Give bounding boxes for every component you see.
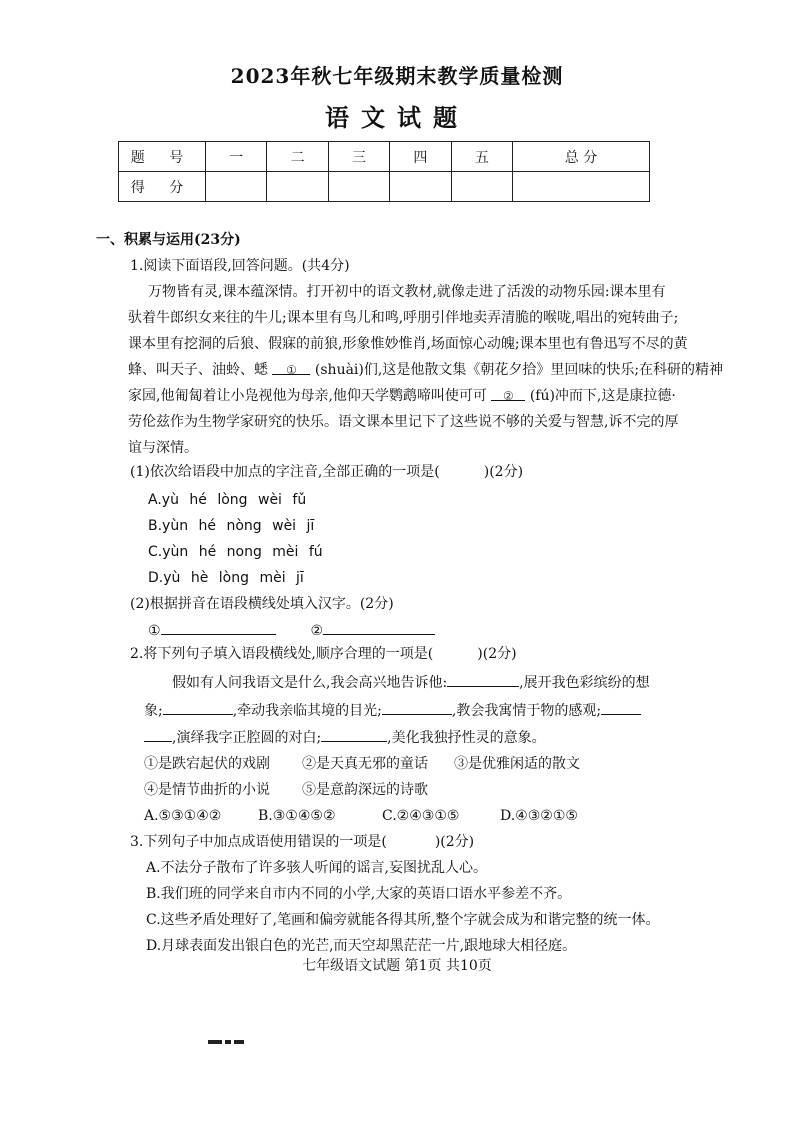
q2-blank-4-cont <box>144 727 172 742</box>
q2-choice-1: ①是跌宕起伏的戏剧 <box>144 756 270 772</box>
q2-blank-4[interactable] <box>601 700 641 715</box>
q2-stem-text: 2.将下列句子填入语段横线处,顺序合理的一项是( <box>130 646 434 662</box>
q2-points: )(2分) <box>477 646 517 662</box>
q2-passage-text-2: ,展开我色彩缤纷的想 <box>519 675 650 691</box>
q3-option-b: B.我们班的同学来自市内不同的小学,大家的英语口语水平参差不齐。 <box>146 886 572 902</box>
q1-blank-1[interactable] <box>272 360 310 375</box>
q1-sub1-option-c: C.yùn hé nong mèi fú <box>148 544 323 560</box>
score-input-5[interactable] <box>451 172 512 202</box>
scan-smudge <box>208 1031 248 1036</box>
score-cell-label: 题 号 <box>119 142 206 172</box>
q2-passage-text-6: ,演绎我字正腔圆的对白; <box>172 730 322 746</box>
q1-passage-line-4 <box>128 360 723 380</box>
exam-subtitle: 语文试题 <box>325 103 469 132</box>
q1-sub1-option-a: A.yù hé lòng wèi fǔ <box>148 492 307 508</box>
q2-passage-line-1 <box>172 672 650 693</box>
q1-sub1-option-d: D.yù hè lòng mèi jī <box>148 570 304 586</box>
score-cell-1: 一 <box>206 142 267 172</box>
q3-points: )(2分) <box>434 834 475 850</box>
q1-sub1-stem-text: (1)依次给语段中加点的字注音,全部正确的一项是( <box>130 464 440 480</box>
q1-stem: 1.阅读下面语段,回答问题。(共4分) <box>130 258 350 274</box>
q1-blank-2-number: ② <box>502 389 514 403</box>
q2-stem <box>130 644 517 664</box>
q2-option-d: D.④③②①⑤ <box>500 808 578 824</box>
q1-passage-line-7: 谊与深情。 <box>128 440 198 456</box>
q1-passage-line-5-a: 家园,他匍匐着让小凫视他为母亲,他仰天学鹦鹉啼叫使可可 <box>128 388 487 404</box>
q2-option-c: C.②④③①⑤ <box>382 808 460 824</box>
q1-blank-1-number: ① <box>286 363 297 377</box>
q2-blank-3[interactable] <box>382 700 452 715</box>
score-table-score-row <box>119 172 650 202</box>
score-input-2[interactable] <box>267 172 328 202</box>
q1-passage-line-5-b: (fú)冲而下,这是康拉德· <box>529 388 676 404</box>
q1-sub1-points: )(2分) <box>483 464 524 480</box>
q3-option-a: A.不法分子散布了许多骇人听闻的谣言,妄图扰乱人心。 <box>146 860 488 876</box>
q2-passage-text-3: 象; <box>144 703 163 719</box>
q2-choice-2: ②是天真无邪的童话 <box>302 756 428 772</box>
q2-choice-3: ③是优雅闲适的散文 <box>454 756 580 772</box>
q1-sub2-blank-2[interactable] <box>323 620 435 635</box>
q2-option-b: B.③①④⑤② <box>258 808 336 824</box>
score-input-1[interactable] <box>206 172 267 202</box>
q3-option-c: C.这些矛盾处理好了,笔画和偏旁就能各得其所,整个字就会成为和谐完整的统一体。 <box>146 912 660 928</box>
q2-choice-5: ⑤是意韵深远的诗歌 <box>302 782 428 798</box>
q2-passage-line-2 <box>144 700 641 721</box>
score-cell-5: 五 <box>451 142 512 172</box>
q1-passage-line-6: 劳伦兹作为生物学家研究的快乐。语文课本里记下了这些说不够的关爱与智慧,诉不完的厚 <box>128 414 679 430</box>
q1-passage-line-2: 驮着牛郎织女来往的牛儿;课本里有鸟儿和鸣,呼朋引伴地卖弄清脆的喉咙,唱出的宛转曲子; <box>128 310 679 326</box>
q1-blank-2[interactable] <box>491 386 525 401</box>
q2-choice-row-2 <box>144 780 428 800</box>
score-cell-total: 总 分 <box>513 142 650 172</box>
q2-passage-line-3 <box>144 727 546 748</box>
section-heading: 一、积累与运用(23分) <box>96 232 241 248</box>
q1-sub2-blank-2-label: ② <box>310 623 324 639</box>
q1-passage-line-4-a: 蜂、叫天子、油蛉、蟋 <box>128 362 268 378</box>
q1-passage-line-1: 万物皆有灵,课本蕴深情。打开初中的语文教材,就像走进了活泼的动物乐园:课本里有 <box>148 284 666 300</box>
q2-passage-text-1: 假如有人问我语文是什么,我会高兴地告诉他: <box>172 675 448 691</box>
score-cell-4: 四 <box>390 142 451 172</box>
q3-stem-text: 3.下列句子中加点成语使用错误的一项是( <box>130 834 387 850</box>
q2-blank-5[interactable] <box>321 727 387 742</box>
score-input-3[interactable] <box>328 172 389 202</box>
exam-title: 2023年秋七年级期末教学质量检测 <box>230 64 564 88</box>
score-row-label: 得 分 <box>119 172 206 202</box>
score-cell-3: 三 <box>328 142 389 172</box>
q1-passage-line-5 <box>128 386 676 406</box>
page-footer: 七年级语文试题 第1页 共10页 <box>302 958 492 974</box>
q2-blank-1[interactable] <box>447 672 519 687</box>
q2-passage-text-7: ,美化我独抒性灵的意象。 <box>387 730 546 746</box>
score-table <box>118 141 650 202</box>
q2-choice-4: ④是情节曲折的小说 <box>144 782 270 798</box>
q1-sub1-option-b: B.yùn hé nòng wèi jī <box>148 518 315 534</box>
q1-sub2-stem: (2)根据拼音在语段横线处填入汉字。(2分) <box>130 596 394 612</box>
q2-passage-text-4: ,牵动我亲临其境的目光; <box>232 703 382 719</box>
q2-blank-2[interactable] <box>163 700 233 715</box>
q1-passage-line-3: 课本里有挖洞的后狼、假寐的前狼,形象惟妙惟肖,场面惊心动魄;课本里也有鲁迅写不尽的黄 <box>128 336 688 352</box>
score-cell-2: 二 <box>267 142 328 172</box>
q2-passage-text-5: ,教会我寓情于物的感观; <box>451 703 602 719</box>
q3-stem <box>130 832 474 852</box>
score-input-total[interactable] <box>513 172 650 202</box>
q1-sub2-blank-1-label: ① <box>148 623 161 639</box>
q2-option-a: A.⑤③①④② <box>144 808 222 824</box>
score-input-4[interactable] <box>390 172 451 202</box>
q1-sub1-stem <box>130 462 523 482</box>
q2-options <box>144 806 578 826</box>
q1-sub2-blanks <box>148 620 435 641</box>
q1-sub2-blank-1[interactable] <box>161 620 276 635</box>
q3-option-d: D.月球表面发出银白色的光芒,而天空却黑茫茫一片,跟地球大相径庭。 <box>146 938 577 954</box>
q2-choice-row-1 <box>144 754 580 774</box>
score-table-header-row <box>119 142 650 172</box>
q1-passage-line-4-b: (shuài)们,这是他散文集《朝花夕拾》里回味的快乐;在科研的精神 <box>314 362 724 378</box>
